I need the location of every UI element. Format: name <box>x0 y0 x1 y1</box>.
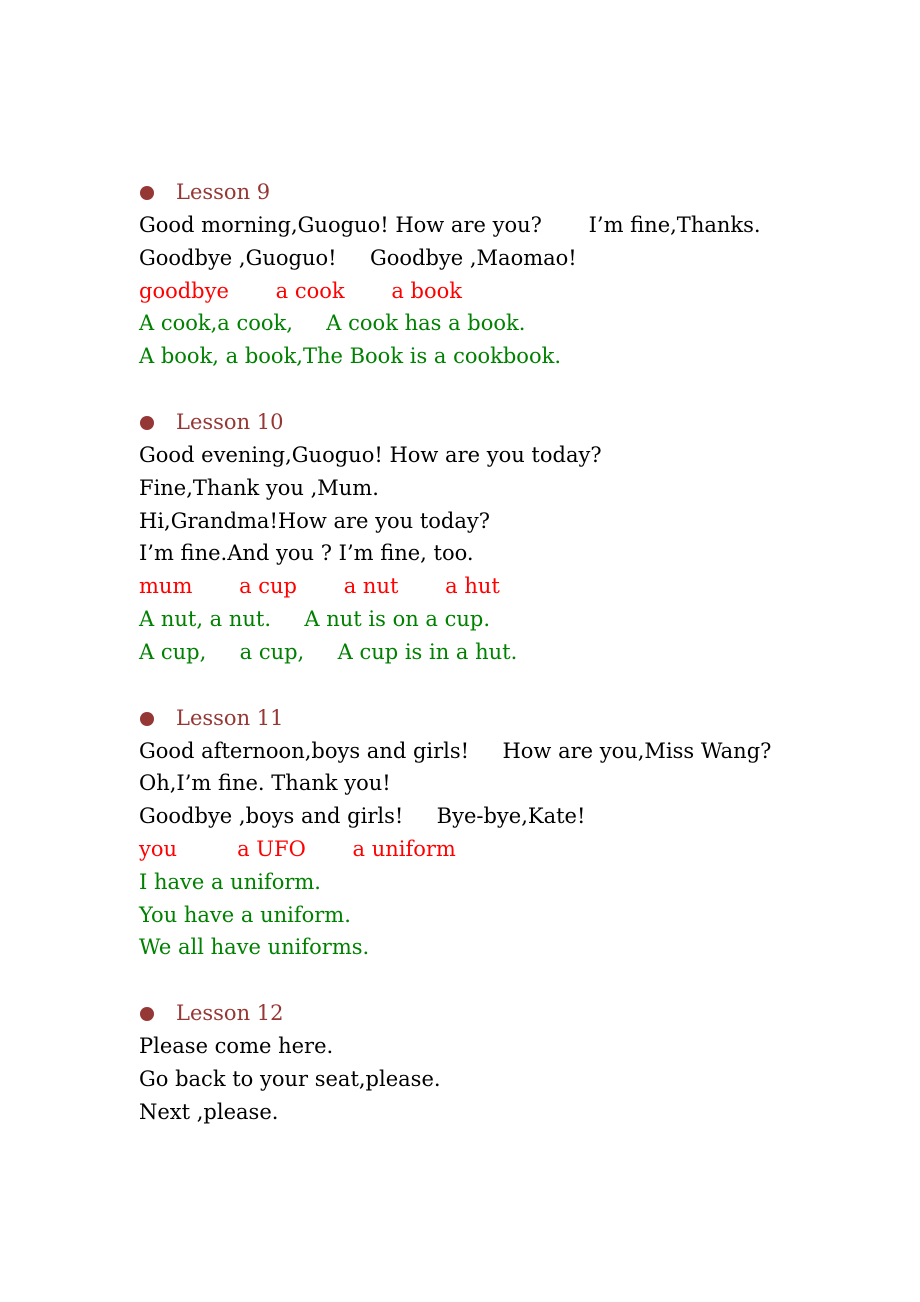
lesson-heading <box>139 702 899 735</box>
dialogue-line: I’m fine.And you ? I’m fine, too. <box>139 541 474 566</box>
chant-line: I have a uniform. <box>139 869 321 894</box>
dialogue-line: Goodbye ,boys and girls! Bye-bye,Kate! <box>139 804 586 829</box>
bullet-icon <box>140 712 154 726</box>
lesson-9 <box>139 176 899 373</box>
lesson-heading <box>139 176 899 209</box>
bullet-icon <box>140 186 154 200</box>
lesson-title: Lesson 11 <box>176 705 284 730</box>
dialogue-line: Go back to your seat,please. <box>139 1066 441 1091</box>
vocabulary-line: mum a cup a nut a hut <box>139 574 500 599</box>
dialogue-line: Fine,Thank you ,Mum. <box>139 475 379 500</box>
lesson-10 <box>139 406 899 669</box>
lesson-12 <box>139 997 899 1128</box>
dialogue-line: Please come here. <box>139 1034 334 1059</box>
bullet-icon <box>140 416 154 430</box>
chant-line: A nut, a nut. A nut is on a cup. <box>139 606 491 631</box>
dialogue-line: Next ,please. <box>139 1099 279 1124</box>
dialogue-line: Good afternoon,boys and girls! How are you,Miss Wang? <box>139 738 772 763</box>
bullet-icon <box>140 1007 154 1021</box>
dialogue-line: Good morning,Guoguo! How are you? I’m fine,Thanks. <box>139 213 761 237</box>
lesson-title: Lesson 12 <box>176 1001 284 1026</box>
lesson-title: Lesson 10 <box>176 409 284 434</box>
dialogue-line: Goodbye ,Guoguo! Goodbye ,Maomao! <box>139 245 577 270</box>
dialogue-line: Hi,Grandma!How are you today? <box>139 508 491 533</box>
vocabulary-line: you a UFO a uniform <box>139 836 456 861</box>
document-page <box>139 176 899 1129</box>
chant-line: We all have uniforms. <box>139 935 370 960</box>
lesson-heading <box>139 406 899 439</box>
chant-line: A book, a book,The Book is a cookbook. <box>139 344 561 369</box>
chant-line: A cook,a cook, A cook has a book. <box>139 311 526 336</box>
lesson-11 <box>139 702 899 965</box>
chant-line: A cup, a cup, A cup is in a hut. <box>139 639 518 664</box>
lesson-heading <box>139 997 899 1030</box>
dialogue-line: Oh,I’m fine. Thank you! <box>139 771 391 796</box>
chant-line: You have a uniform. <box>139 902 351 927</box>
lesson-title: Lesson 9 <box>176 180 271 204</box>
dialogue-line: Good evening,Guoguo! How are you today? <box>139 442 602 467</box>
vocabulary-line: goodbye a cook a book <box>139 278 462 303</box>
